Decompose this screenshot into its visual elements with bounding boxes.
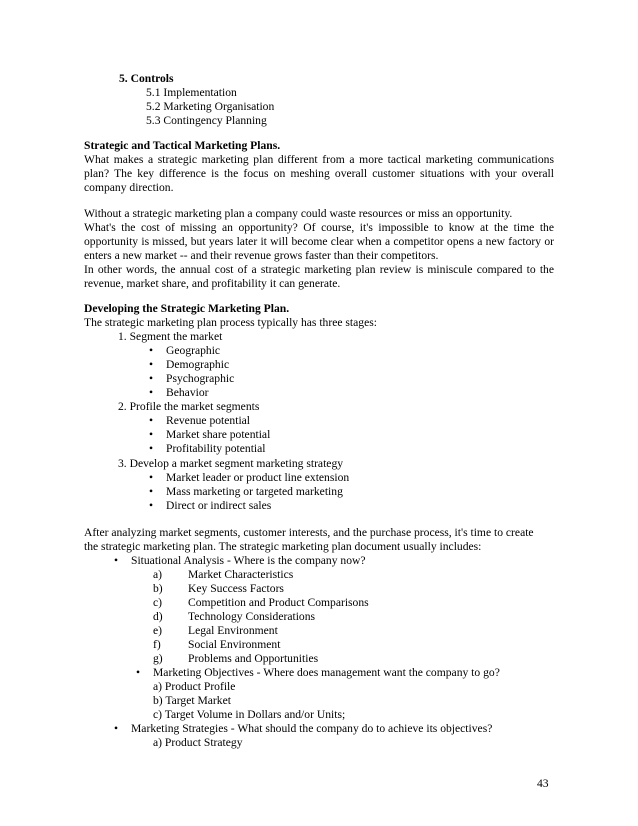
controls-item: 5.2 Marketing Organisation xyxy=(146,100,275,113)
sub-item-text: Problems and Opportunities xyxy=(188,652,319,665)
stage-label: 3. Develop a market segment marketing strategy xyxy=(118,457,344,470)
paragraph-line: In other words, the annual cost of a strategic marketing plan review is miniscule compared to the xyxy=(84,263,554,276)
sub-item-text: Legal Environment xyxy=(188,624,278,637)
sub-item: b) Target Market xyxy=(153,694,231,707)
list-item: • Profitability potential xyxy=(166,442,266,456)
controls-heading: 5. Controls xyxy=(119,72,174,85)
controls-item: 5.3 Contingency Planning xyxy=(146,114,267,127)
sub-item: c) Target Volume in Dollars and/or Units; xyxy=(153,708,346,721)
sub-item-letter: c) xyxy=(153,596,163,609)
stage-label: 2. Profile the market segments xyxy=(118,400,260,413)
sub-item-letter: b) xyxy=(153,582,163,595)
list-item: • Market leader or product line extension xyxy=(166,471,349,485)
sub-item-letter: e) xyxy=(153,624,163,637)
paragraph-line: revenue, market share, and profitability it can generate. xyxy=(84,277,341,290)
paragraph-line: opportunity is missed, but years later it will become clear when a competitor opens a new factory or xyxy=(84,235,554,248)
sub-item-text: Market Characteristics xyxy=(188,568,294,581)
list-item: • Revenue potential xyxy=(166,414,250,428)
list-item-objectives: • Marketing Objectives - Where does management want the company to go? xyxy=(153,666,500,680)
controls-item: 5.1 Implementation xyxy=(146,86,237,99)
paragraph-line: the strategic marketing plan. The strategic marketing plan document usually includes: xyxy=(84,540,482,553)
list-item-situational: • Situational Analysis - Where is the company now? xyxy=(131,554,366,568)
list-item: • Direct or indirect sales xyxy=(166,499,271,513)
paragraph-line: company direction. xyxy=(84,181,174,194)
paragraph-line: Without a strategic marketing plan a company could waste resources or miss an opportunity. xyxy=(84,207,513,220)
list-item: • Psychographic xyxy=(166,372,234,386)
sub-item-text: Technology Considerations xyxy=(188,610,316,623)
list-item-strategies: • Marketing Strategies - What should the company do to achieve its objectives? xyxy=(131,722,492,736)
sub-item-text: Social Environment xyxy=(188,638,281,651)
sub-item-letter: a) xyxy=(153,568,163,581)
list-item: • Mass marketing or targeted marketing xyxy=(166,485,343,499)
section-title: Developing the Strategic Marketing Plan. xyxy=(84,302,290,315)
paragraph-line: What makes a strategic marketing plan different from a more tactical marketing communications xyxy=(84,153,554,166)
list-item: • Geographic xyxy=(166,344,220,358)
sub-item: a) Product Strategy xyxy=(153,736,243,749)
list-item: • Market share potential xyxy=(166,428,270,442)
paragraph-line: After analyzing market segments, customer interests, and the purchase process, it's time to create xyxy=(84,526,534,539)
sub-item-text: Competition and Product Comparisons xyxy=(188,596,369,609)
list-item: • Demographic xyxy=(166,358,229,372)
sub-item-letter: f) xyxy=(153,638,161,651)
sub-item-letter: g) xyxy=(153,652,163,665)
list-item: • Behavior xyxy=(166,386,209,400)
page-number: 43 xyxy=(537,777,549,790)
stage-label: 1. Segment the market xyxy=(118,330,223,343)
sub-item-letter: d) xyxy=(153,610,163,623)
sub-item-text: Key Success Factors xyxy=(188,582,284,595)
paragraph-line: enters a new market -- and their revenue grows faster than their competitors. xyxy=(84,249,439,262)
sub-item: a) Product Profile xyxy=(153,680,236,693)
paragraph-line: The strategic marketing plan process typically has three stages: xyxy=(84,316,377,329)
paragraph-line: plan? The key difference is the focus on meshing overall customer situations with your overall xyxy=(84,167,554,180)
section-title: Strategic and Tactical Marketing Plans. xyxy=(84,139,281,152)
paragraph-line: What's the cost of missing an opportunity? Of course, it's impossible to know at the time the xyxy=(84,221,554,234)
